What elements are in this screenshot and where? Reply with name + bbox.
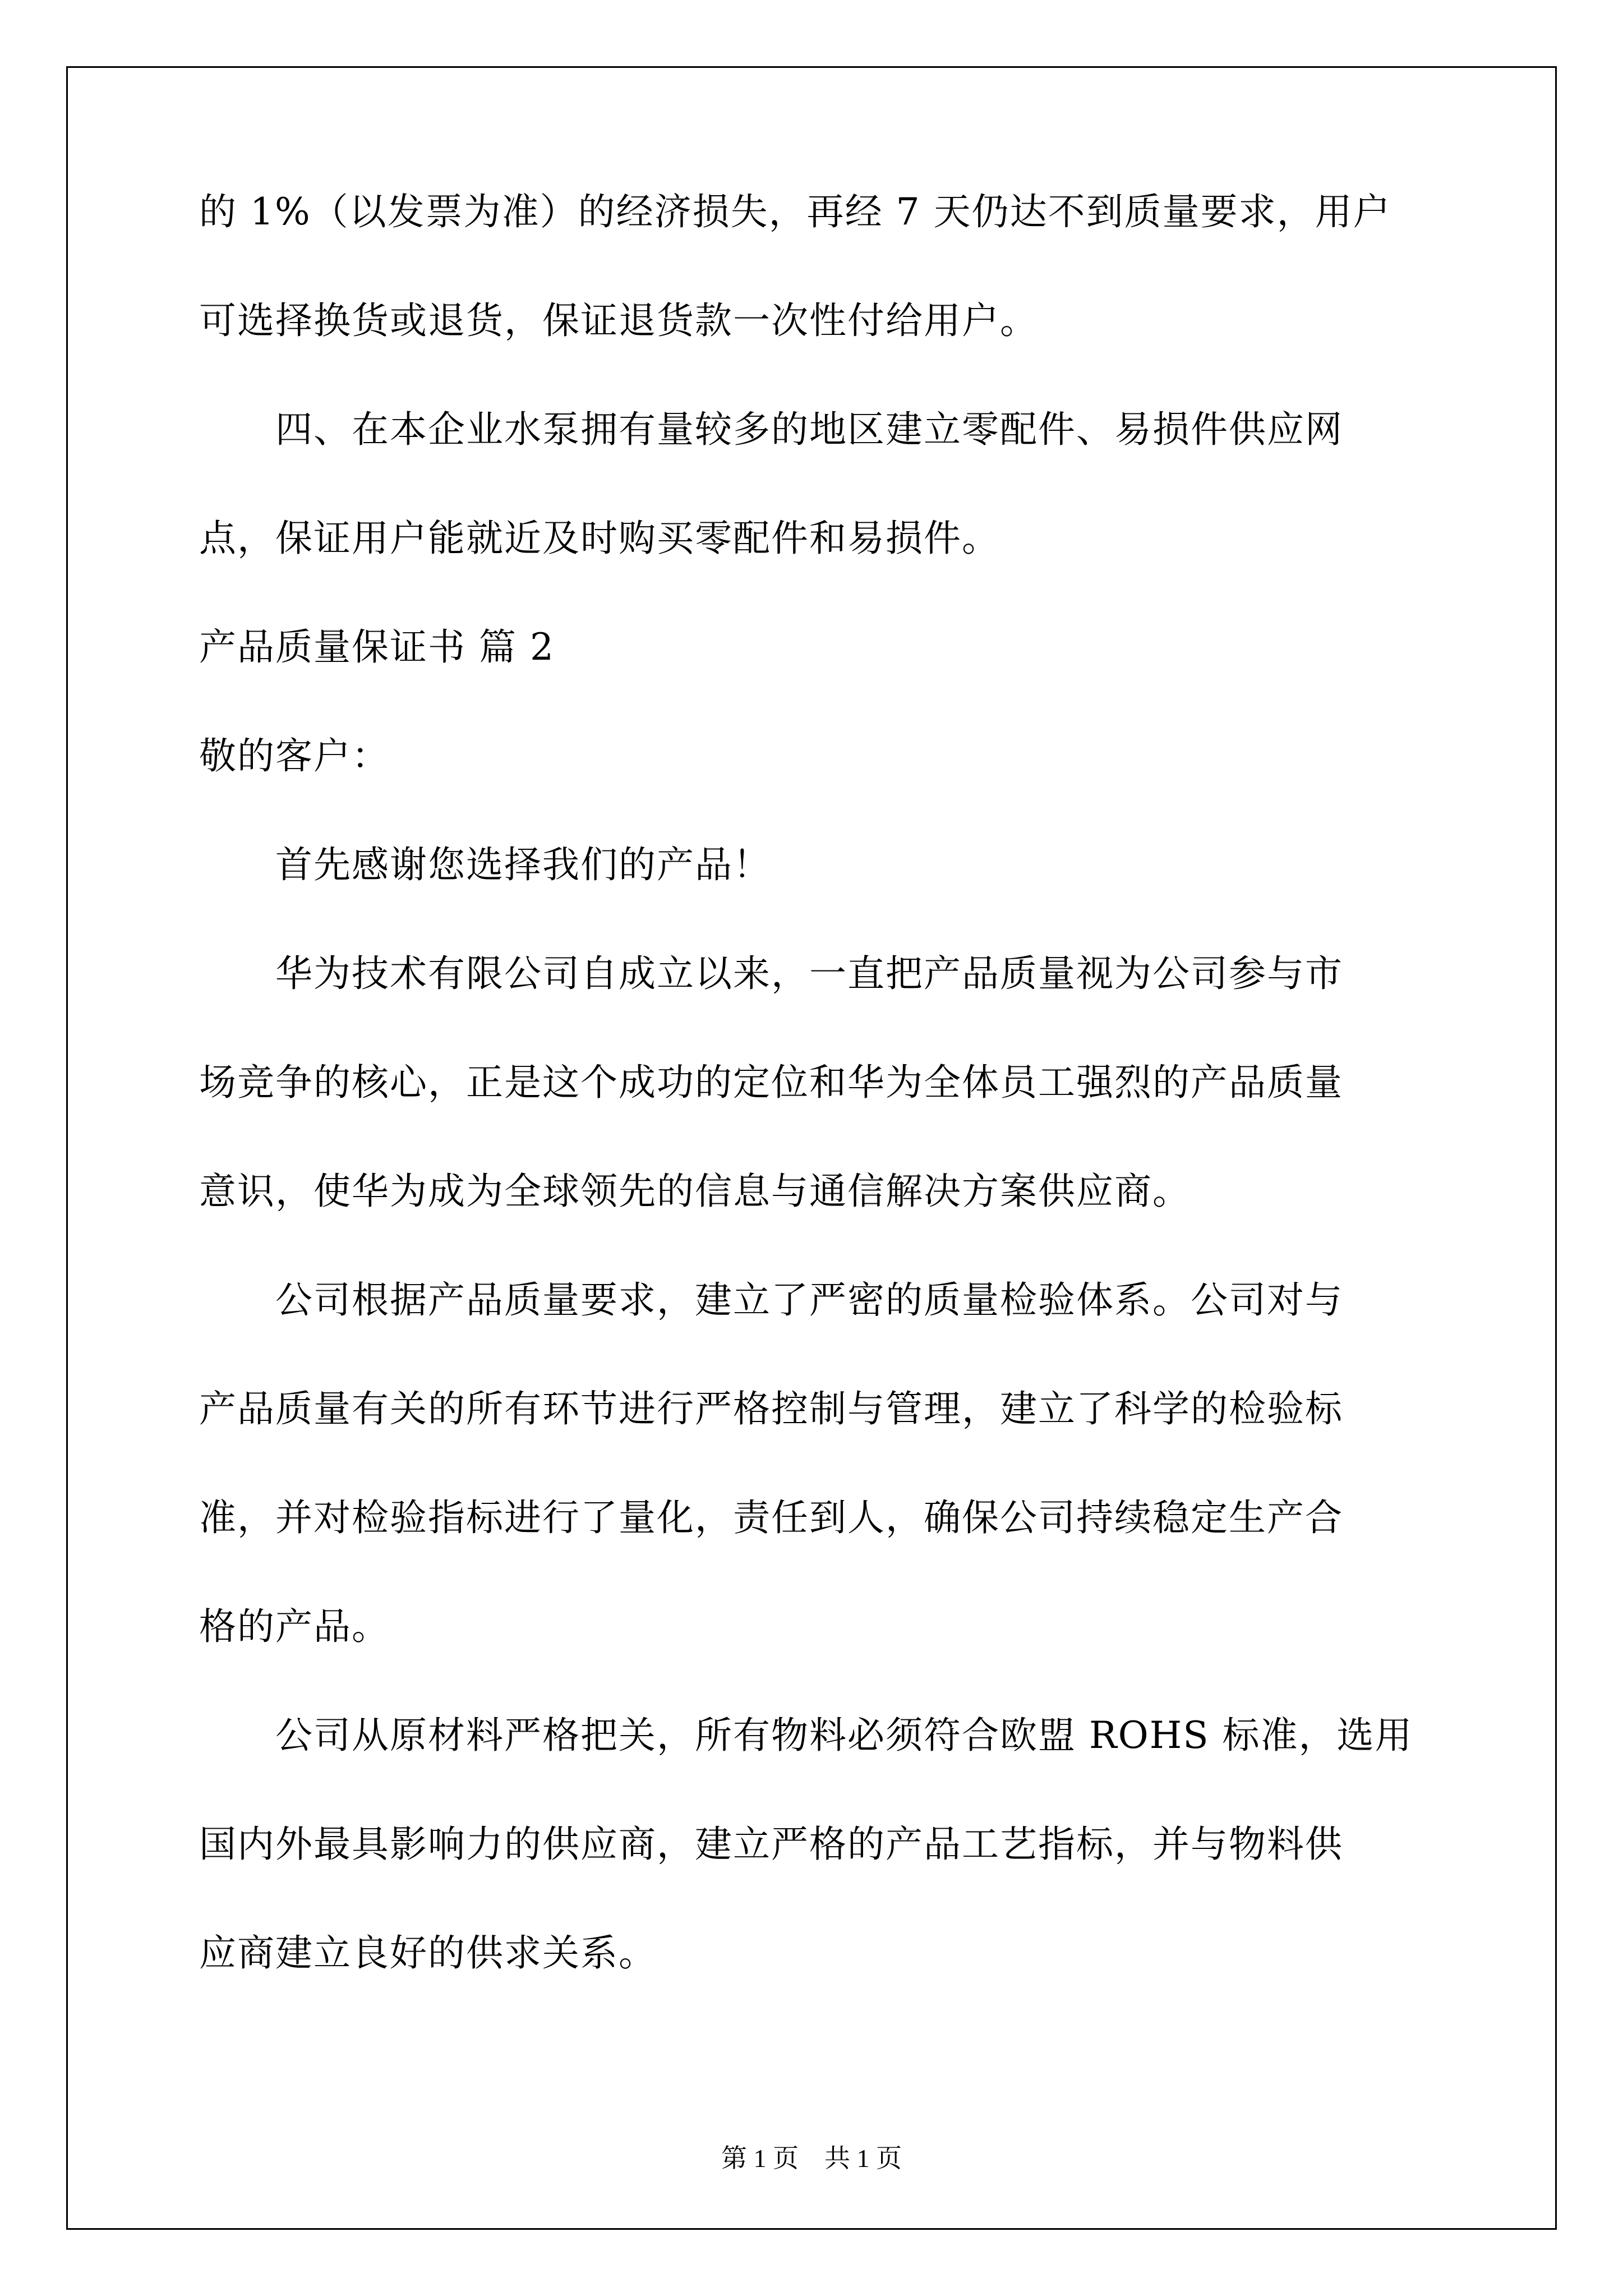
- salutation: 敬的客户：: [199, 734, 390, 777]
- section-heading: 产品质量保证书 篇 2: [199, 625, 555, 669]
- text-line-15: 公司从原材料严格把关，所有物料必须符合欧盟 ROHS 标准，选用: [199, 1714, 1413, 1757]
- document-body: [199, 190, 1433, 1975]
- text-line-1: 的 1%（以发票为准）的经济损失，再经 7 天仍达不到质量要求，用户: [199, 190, 1391, 233]
- text-line-16: 国内外最具影响力的供应商，建立严格的产品工艺指标，并与物料供: [199, 1823, 1343, 1866]
- text-line-12: 产品质量有关的所有环节进行严格控制与管理，建立了科学的检验标: [199, 1387, 1343, 1430]
- text-line-17: 应商建立良好的供求关系。: [199, 1931, 657, 1975]
- text-line-13: 准，并对检验指标进行了量化，责任到人，确保公司持续稳定生产合: [199, 1496, 1343, 1539]
- page-total: 共 1 页: [824, 2144, 902, 2173]
- text-line-8: 华为技术有限公司自成立以来，一直把产品质量视为公司参与市: [199, 952, 1343, 995]
- text-line-11: 公司根据产品质量要求，建立了严密的质量检验体系。公司对与: [199, 1278, 1343, 1322]
- page-footer: [0, 2146, 1623, 2171]
- text-line-9: 场竞争的核心，正是这个成功的定位和华为全体员工强烈的产品质量: [199, 1061, 1343, 1104]
- page-number: 第 1 页: [721, 2144, 799, 2173]
- text-line-10: 意识，使华为成为全球领先的信息与通信解决方案供应商。: [199, 1170, 1191, 1213]
- text-line-2: 可选择换货或退货，保证退货款一次性付给用户。: [199, 299, 1038, 342]
- text-line-3: 四、在本企业水泵拥有量较多的地区建立零配件、易损件供应网: [199, 408, 1343, 451]
- text-line-7: 首先感谢您选择我们的产品！: [199, 843, 771, 886]
- text-line-4: 点，保证用户能就近及时购买零配件和易损件。: [199, 517, 1000, 560]
- text-line-14: 格的产品。: [199, 1605, 390, 1648]
